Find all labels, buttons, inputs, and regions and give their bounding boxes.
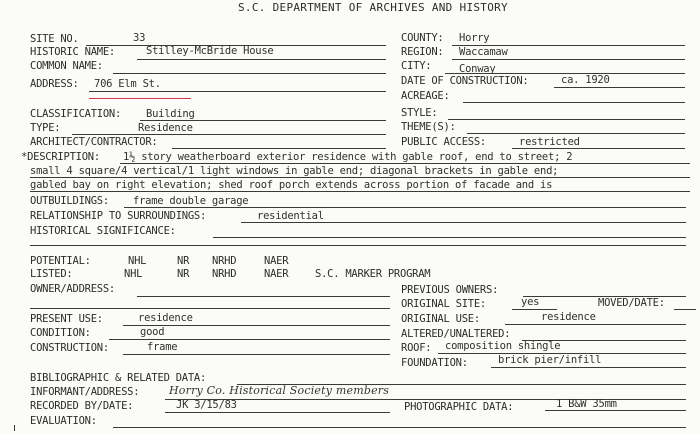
construction-label: CONSTRUCTION:: [30, 342, 109, 354]
evaluation-rule: [113, 427, 686, 428]
recorded-value: JK 3/15/83: [176, 399, 237, 411]
style-label: STYLE:: [401, 107, 438, 119]
photographic-label: PHOTOGRAPHIC DATA:: [404, 401, 514, 413]
altered-label: ALTERED/UNALTERED:: [401, 328, 511, 340]
description-rule-1: [120, 163, 690, 164]
card-header: S.C. DEPARTMENT OF ARCHIVES AND HISTORY: [238, 1, 508, 14]
classification-label: CLASSIFICATION:: [30, 108, 122, 120]
public-access-value: restricted: [519, 136, 580, 148]
bibliographic-label: BIBLIOGRAPHIC & RELATED DATA:: [30, 372, 207, 384]
photographic-rule: [545, 410, 686, 411]
roof-label: ROOF:: [401, 342, 432, 354]
significance-rule: [213, 237, 686, 238]
public-access-label: PUBLIC ACCESS:: [401, 136, 487, 148]
recorded-rule: [165, 412, 390, 413]
photographic-value: 1 B&W 35mm: [556, 398, 617, 410]
section-divider: [30, 245, 686, 246]
owner-label: OWNER/ADDRESS:: [30, 283, 116, 295]
historic-name-label: HISTORIC NAME:: [30, 46, 116, 58]
style-rule: [448, 119, 685, 120]
type-value: Residence: [138, 122, 193, 134]
roof-value: composition shingle: [445, 340, 561, 352]
county-value: Horry: [459, 32, 490, 44]
region-label: REGION:: [401, 46, 444, 58]
condition-label: CONDITION:: [30, 327, 91, 339]
foundation-value: brick pier/infill: [498, 354, 602, 366]
historic-name-rule: [137, 59, 386, 60]
acreage-rule: [463, 102, 685, 103]
previous-owners-label: PREVIOUS OWNERS:: [401, 284, 499, 296]
original-use-rule: [505, 324, 686, 325]
outbuildings-label: OUTBUILDINGS:: [30, 195, 109, 207]
potential-code-naer: NAER: [264, 255, 289, 267]
relationship-rule: [241, 222, 686, 223]
construction-rule: [123, 354, 390, 355]
potential-code-nrhd: NRHD: [212, 255, 237, 267]
classification-value: Building: [146, 108, 195, 120]
present-use-label: PRESENT USE:: [30, 313, 103, 325]
moved-rule: [674, 309, 696, 310]
informant-handwritten: Horry Co. Historical Society members: [169, 384, 390, 397]
description-line-1: 1½ story weatherboard exterior residence with gable roof, end to street; 2: [123, 151, 573, 163]
original-use-value: residence: [541, 311, 596, 323]
themes-label: THEME(S):: [401, 121, 456, 133]
potential-code-nr: NR: [177, 255, 190, 267]
original-site-label: ORIGINAL SITE:: [401, 298, 487, 310]
acreage-label: ACREAGE:: [401, 90, 450, 102]
construction-value: frame: [147, 341, 178, 353]
site-no-value: 33: [133, 32, 146, 44]
owner-rule: [137, 296, 390, 297]
historic-name-value: Stilley-McBride House: [146, 45, 274, 57]
description-rule-3: [30, 191, 690, 192]
type-rule: [72, 134, 386, 135]
significance-label: HISTORICAL SIGNIFICANCE:: [30, 225, 176, 237]
date-value: ca. 1920: [561, 74, 610, 86]
relationship-value: residential: [257, 210, 324, 222]
recorded-label: RECORDED BY/DATE:: [30, 400, 134, 412]
listed-code-naer: NAER: [264, 268, 289, 280]
architect-label: ARCHITECT/CONTRACTOR:: [30, 136, 158, 148]
evaluation-label: EVALUATION:: [30, 415, 97, 427]
type-label: TYPE:: [30, 122, 61, 134]
listed-code-nr: NR: [177, 268, 190, 280]
city-value: Conway: [459, 63, 496, 75]
outbuildings-rule: [124, 207, 686, 208]
description-label: *DESCRIPTION:: [21, 151, 100, 163]
common-name-label: COMMON NAME:: [30, 60, 103, 72]
county-label: COUNTY:: [401, 32, 444, 44]
date-label: DATE OF CONSTRUCTION:: [401, 75, 529, 87]
description-line-3: gabled bay on right elevation; shed roof porch extends across portion of facade and is: [30, 179, 553, 191]
region-value: Waccamaw: [459, 46, 508, 58]
relationship-label: RELATIONSHIP TO SURROUNDINGS:: [30, 210, 207, 222]
city-label: CITY:: [401, 60, 432, 72]
description-rule-2: [30, 177, 690, 178]
present-use-value: residence: [138, 312, 193, 324]
classification-rule: [140, 120, 386, 121]
marker-program: S.C. MARKER PROGRAM: [315, 268, 431, 280]
moved-label: MOVED/DATE:: [598, 297, 665, 309]
public-access-rule: [512, 148, 685, 149]
original-site-rule: [512, 309, 557, 310]
scan-mark: [14, 425, 15, 431]
original-site-value: yes: [521, 296, 540, 308]
listed-code-nhl: NHL: [124, 268, 143, 280]
original-use-label: ORIGINAL USE:: [401, 313, 480, 325]
themes-rule: [467, 133, 685, 134]
potential-code-nhl: NHL: [128, 255, 147, 267]
outbuildings-value: frame double garage: [133, 195, 249, 207]
condition-value: good: [140, 326, 165, 338]
region-rule: [452, 59, 685, 60]
architect-rule: [172, 148, 386, 149]
site-no-label: SITE NO.: [30, 33, 79, 45]
foundation-label: FOUNDATION:: [401, 357, 468, 369]
description-line-2: small 4 square/4 vertical/1 light windows in gable end; diagonal brackets in gable end;: [30, 165, 559, 177]
address-value: 706 Elm St.: [94, 78, 161, 90]
condition-rule: [109, 339, 390, 340]
potential-label: POTENTIAL:: [30, 255, 91, 267]
red-underline-mark: [89, 98, 191, 99]
common-name-rule: [113, 73, 386, 74]
address-label: ADDRESS:: [30, 78, 79, 90]
listed-code-nrhd: NRHD: [212, 268, 237, 280]
address-rule: [89, 91, 386, 92]
owner-rule-2: [30, 308, 390, 309]
listed-label: LISTED:: [30, 268, 73, 280]
foundation-rule: [491, 367, 686, 368]
date-rule: [554, 87, 685, 88]
informant-label: INFORMANT/ADDRESS:: [30, 386, 140, 398]
